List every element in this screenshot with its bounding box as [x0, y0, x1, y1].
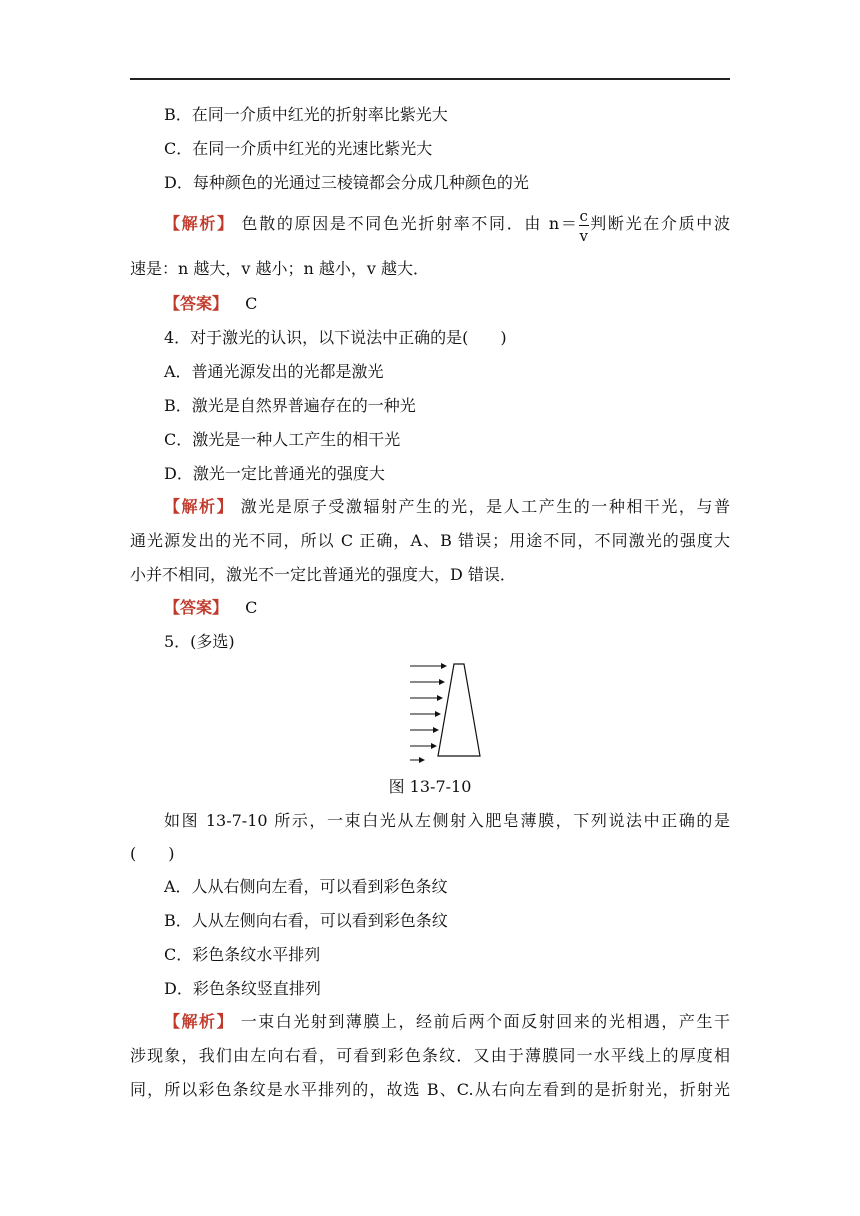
q3-analysis-text-a: 色散的原因是不同色光折射率不同．由 n＝ — [241, 214, 579, 233]
q3-analysis-text-b: 判断光在介质中波 — [588, 214, 730, 233]
q4-stem: 4．对于激光的认识，以下说法中正确的是( ) — [164, 328, 507, 347]
incident-light-arrows — [410, 666, 446, 760]
q5-question-line-1 — [130, 810, 730, 832]
q3-option-b: B．在同一介质中红光的折射率比紫光大 — [164, 105, 448, 124]
q4-analysis-line-1 — [130, 496, 730, 518]
figure-caption: 图 13-7-10 — [388, 777, 472, 796]
q4-option-d: D．激光一定比普通光的强度大 — [164, 464, 385, 483]
q3-option-c: C．在同一介质中红光的光速比紫光大 — [164, 139, 433, 158]
fraction-numerator: c — [579, 207, 588, 225]
q4-analysis-text-1: 激光是原子受激辐射产生的光，是人工产生的一种相干光，与普 — [240, 497, 730, 516]
q5-analysis-line-3: 同，所以彩色条纹是水平排列的，故选 B、C.从右向左看到的是折射光，折射光 — [130, 1080, 730, 1099]
q5-question-text: 如图 13-7-10 所示，一束白光从左侧射入肥皂薄膜，下列说法中正确的是 — [164, 811, 730, 830]
soap-film-wedge — [438, 664, 480, 756]
answer-tag: 【答案】 — [164, 294, 229, 313]
analysis-tag: 【解析】 — [164, 214, 235, 233]
soap-film-figure — [400, 658, 500, 768]
q4-option-a: A．普通光源发出的光都是激光 — [164, 362, 384, 381]
q5-analysis-line-1 — [130, 1011, 730, 1033]
q5-analysis-text-1: 一束白光射到薄膜上，经前后两个面反射回来的光相遇，产生干 — [240, 1012, 730, 1031]
q3-analysis-line-2: 速是：n 越大，v 越小；n 越小，v 越大． — [130, 259, 430, 278]
q5-question-line-2: ( ) — [130, 844, 175, 863]
q4-option-c: C．激光是一种人工产生的相干光 — [164, 430, 401, 449]
q5-option-a: A．人从右侧向左看，可以看到彩色条纹 — [164, 877, 448, 896]
analysis-tag: 【解析】 — [164, 497, 235, 516]
fraction-denominator: v — [579, 227, 589, 245]
q4-analysis-line-2: 通光源发出的光不同，所以 C 正确，A、B 错误；用途不同，不同激光的强度大 — [130, 531, 730, 550]
c-over-v-fraction — [579, 207, 589, 245]
q4-analysis-line-3: 小并不相同，激光不一定比普通光的强度大，D 错误． — [130, 565, 516, 584]
header-rule — [130, 78, 730, 80]
q4-answer — [164, 597, 257, 619]
q5-analysis-line-2: 涉现象，我们由左向右看，可看到彩色条纹．又由于薄膜同一水平线上的厚度相 — [130, 1046, 730, 1065]
q5-option-d: D．彩色条纹竖直排列 — [164, 979, 321, 998]
answer-value: C — [245, 598, 258, 617]
answer-value: C — [245, 294, 258, 313]
q5-option-c: C．彩色条纹水平排列 — [164, 945, 321, 964]
analysis-tag: 【解析】 — [164, 1012, 235, 1031]
answer-tag: 【答案】 — [164, 598, 229, 617]
q5-stem: 5．(多选) — [164, 632, 235, 651]
q3-answer — [164, 293, 257, 315]
q5-option-b: B．人从左侧向右看，可以看到彩色条纹 — [164, 911, 448, 930]
q3-option-d: D．每种颜色的光通过三棱镜都会分成几种颜色的光 — [164, 173, 529, 192]
q3-analysis-line-1 — [130, 207, 730, 245]
q4-option-b: B．激光是自然界普遍存在的一种光 — [164, 396, 416, 415]
